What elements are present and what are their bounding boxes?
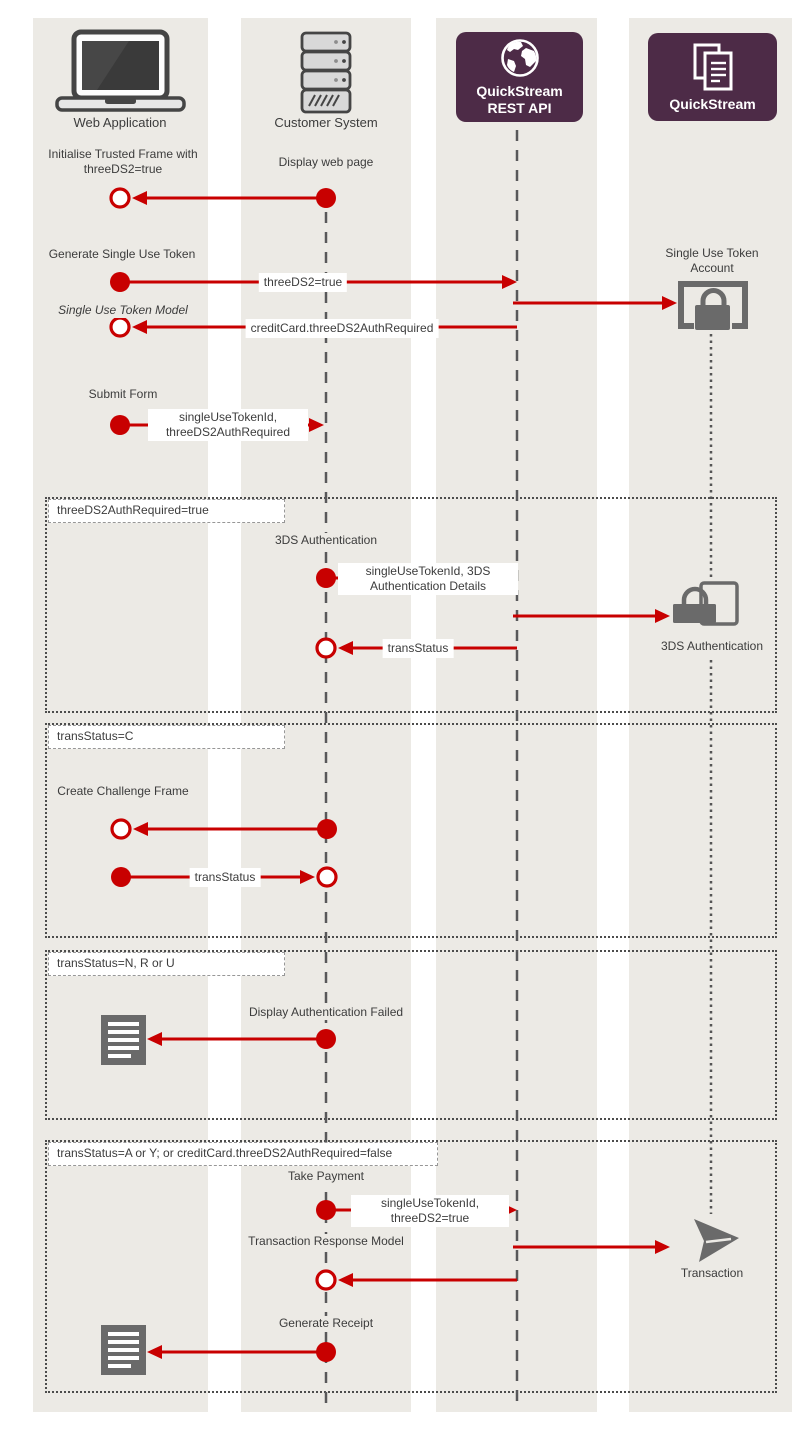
actor-header-rest-api [456,32,583,122]
label-generate-receipt: Generate Receipt [276,1316,376,1331]
label-threeds2-true: threeDS2=true [259,273,347,292]
group-transstatus-c [45,723,777,938]
group1-condition: threeDS2AuthRequired=true [48,499,285,523]
label-transstatus-response: transStatus [383,639,454,658]
label-challenge-transstatus: transStatus [190,868,261,887]
globe-icon [499,37,541,79]
actor-label-web-application: Web Application [73,115,167,130]
actor-label-quickstream: QuickStream [669,95,756,112]
label-singleusetokenid-threeds2: singleUseTokenId, threeDS2=true [351,1195,509,1227]
label-submit-form: Submit Form [88,387,158,401]
label-creditcard-threeds2authrequired: creditCard.threeDS2AuthRequired [246,319,439,338]
actor-label-rest-api: QuickStream REST API [476,83,563,116]
group4-condition: transStatus=A or Y; or creditCard.threeDS2AuthRequired=false [48,1142,438,1166]
label-generate-single-use-token: Generate Single Use Token [48,247,196,261]
group-transstatus-ay [45,1140,777,1393]
documents-icon [691,42,735,92]
group3-condition: transStatus=N, R or U [48,952,285,976]
label-display-authentication-failed: Display Authentication Failed [246,1005,406,1020]
label-single-use-token-model: Single Use Token Model [55,303,191,318]
label-display-web-page: Display web page [276,155,377,170]
label-3ds-authentication-heading: 3DS Authentication [272,533,380,548]
label-create-challenge-frame: Create Challenge Frame [54,784,191,799]
group-threeds2-required [45,497,777,713]
label-3ds-auth-request: singleUseTokenId, 3DS Authentication Details [338,563,518,595]
label-transaction-response-model: Transaction Response Model [245,1234,407,1249]
label-init-trusted-frame: Initialise Trusted Frame with threeDS2=true [48,147,198,176]
label-singleusetokenid-threeds2authrequired: singleUseTokenId, threeDS2AuthRequired [148,409,308,441]
actor-header-quickstream [648,33,777,121]
actor-label-customer-system: Customer System [274,115,378,130]
group2-condition: transStatus=C [48,725,285,749]
label-take-payment: Take Payment [285,1169,367,1184]
label-transaction-target: Transaction [678,1266,746,1281]
label-single-use-token-account: Single Use Token Account [653,246,771,276]
label-3ds-authentication-target: 3DS Authentication [658,639,766,654]
